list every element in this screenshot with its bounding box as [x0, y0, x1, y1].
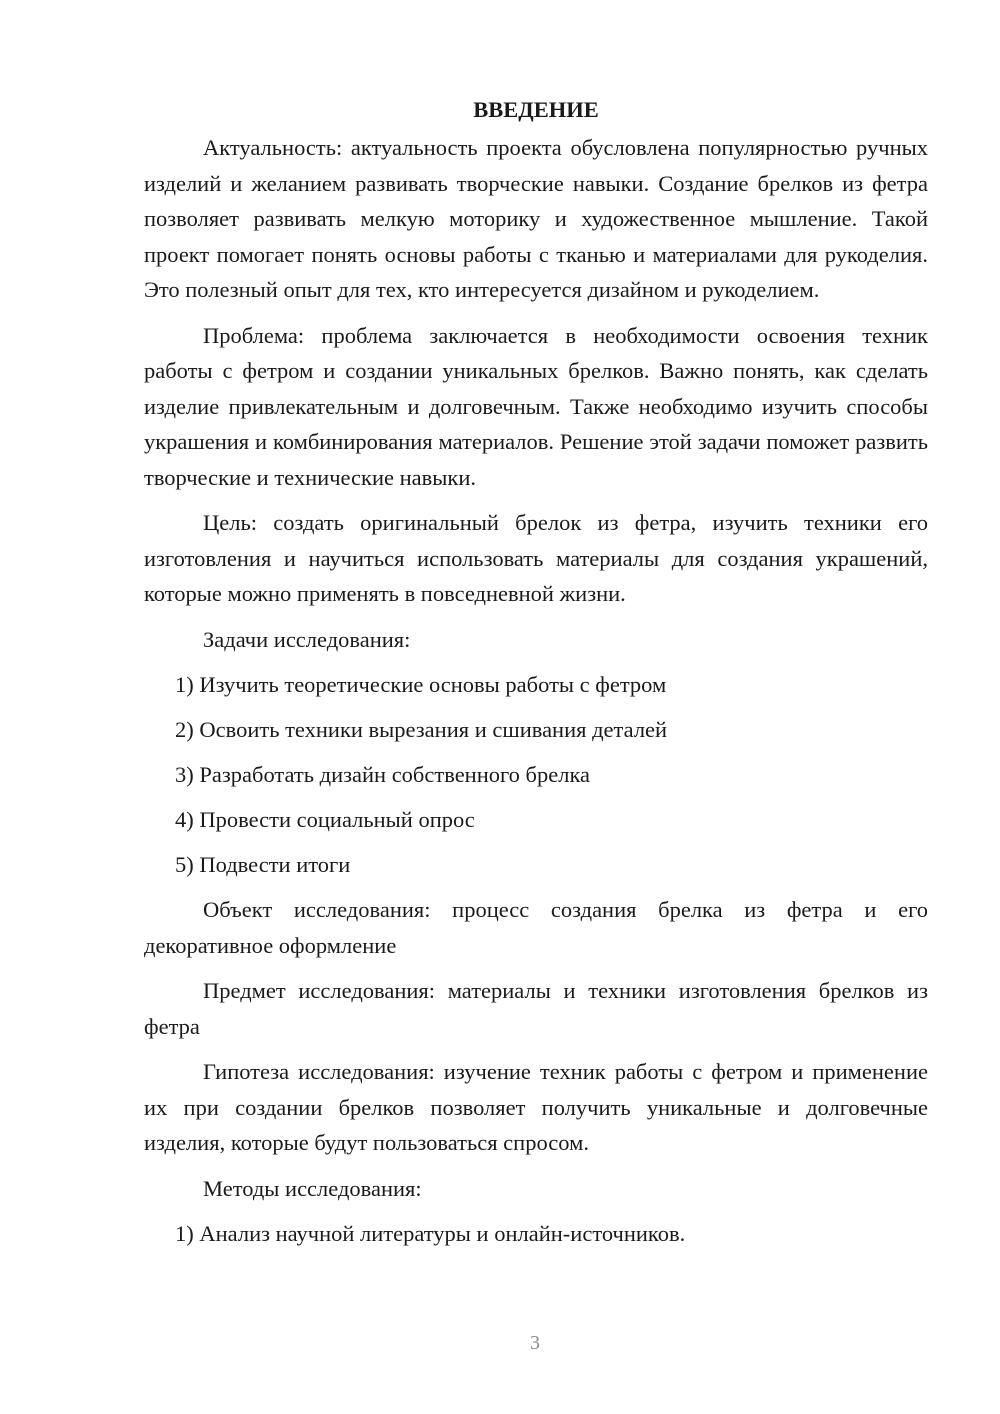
- task-item-3: 3) Разработать дизайн собственного брелка: [175, 762, 591, 787]
- method-item-1: 1) Анализ научной литературы и онлайн-источников.: [175, 1221, 686, 1246]
- paragraph-object: Объект исследования: процесс создания брелка из фетра и его декоративное оформление: [144, 897, 928, 958]
- task-item-2: 2) Освоить техники вырезания и сшивания деталей: [175, 717, 668, 742]
- tasks-heading: Задачи исследования:: [203, 626, 411, 652]
- task-item-4: 4) Провести социальный опрос: [175, 807, 475, 832]
- task-item-1: 1) Изучить теоретические основы работы с фетром: [175, 672, 667, 697]
- paragraph-hypothesis: Гипотеза исследования: изучение техник работы с фетром и применение их при создании брелков позволяет получить уникальные и долговечные изделия, которые будут пользоваться спросом.: [144, 1059, 928, 1155]
- page-title: ВВЕДЕНИЕ: [473, 97, 599, 122]
- paragraph-goal: Цель: создать оригинальный брелок из фетра, изучить техники его изготовления и научиться использовать материалы для создания украшений, которые можно применять в повседневной жизни.: [144, 510, 928, 606]
- paragraph-subject: Предмет исследования: материалы и техники изготовления брелков из фетра: [144, 978, 928, 1039]
- paragraph-problem: Проблема: проблема заключается в необходимости освоения техник работы с фетром и создании уникальных брелков. Важно понять, как сделать изделие привлекательным и долговечным. Также необходимо изучить способы украшения и комбинирования материалов. Решение этой задачи поможет развить творческие и технические навыки.: [144, 322, 928, 490]
- page-number: 3: [530, 1332, 540, 1354]
- methods-heading: Методы исследования:: [203, 1175, 422, 1201]
- task-item-5: 5) Подвести итоги: [175, 852, 351, 877]
- paragraph-relevance: Актуальность: актуальность проекта обусловлена популярностью ручных изделий и желанием развивать творческие навыки. Создание брелков из фетра позволяет развивать мелкую моторику и художественное мышление. Такой проект помогает понять основы работы с тканью и материалами для рукоделия. Это полезный опыт для тех, кто интересуется дизайном и рукоделием.: [144, 135, 928, 302]
- document-page: [144, 92, 928, 1261]
